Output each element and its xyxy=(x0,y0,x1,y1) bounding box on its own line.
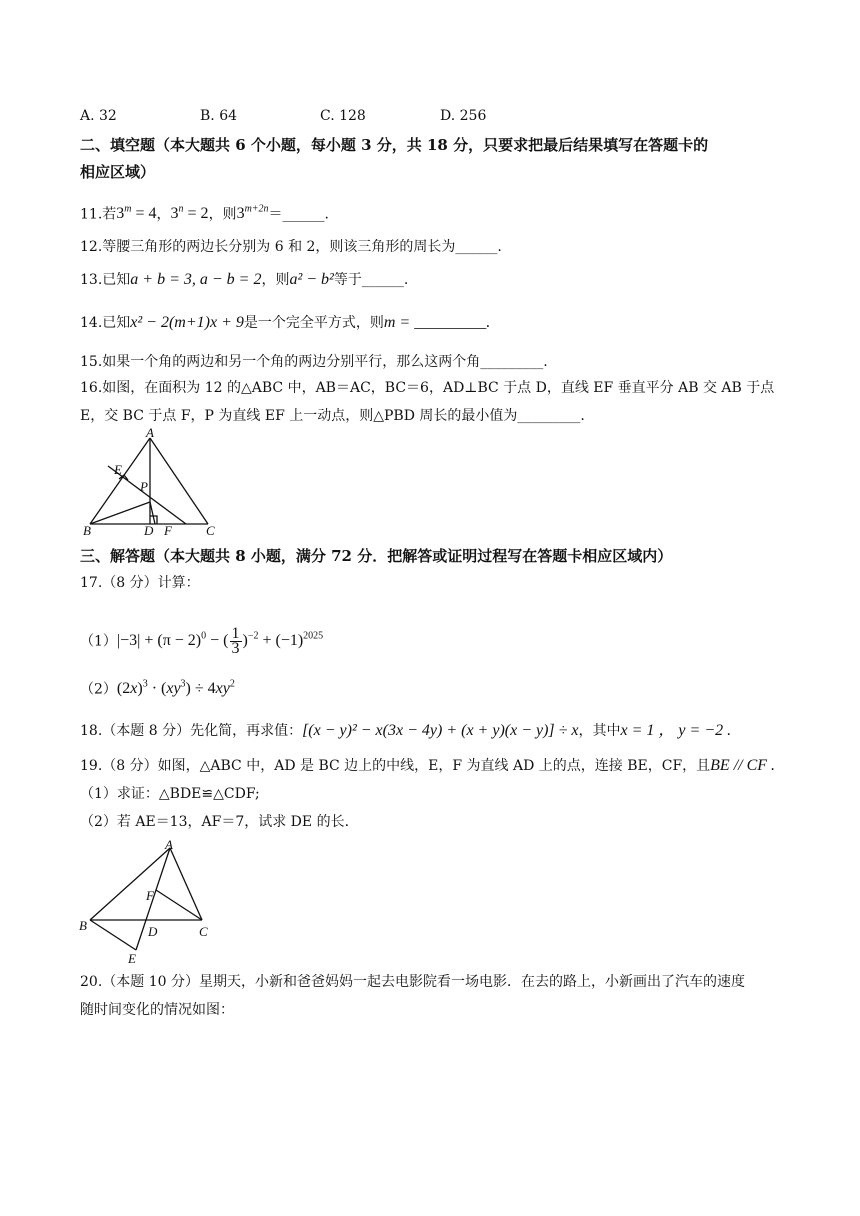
question-16-line1: 16.如图，在面积为 12 的△ABC 中，AB＝AC，BC＝6，AD⊥BC 于点 D，直线 EF 垂直平分 AB 交 AB 于点 xyxy=(80,380,775,396)
question-19-part2: （2）若 AE＝13，AF＝7，试求 DE 的长. xyxy=(80,814,350,830)
triangle-figure-1 xyxy=(80,426,230,538)
q11-math1: $3^m = 4$ xyxy=(116,204,157,223)
fig1-label-a: A xyxy=(146,426,154,440)
q13-math2: a² − b² xyxy=(289,271,334,288)
q13-pre: 13.已知 xyxy=(80,272,131,288)
q14-math: x² − 2(m+1)x + 9 xyxy=(130,314,244,331)
q18-cond: x = 1 ， y = −2 . xyxy=(620,722,732,739)
q11-mid1: ， xyxy=(156,206,171,223)
question-19-part1: （1）求证：△BDE≌△CDF; xyxy=(80,786,260,802)
question-16-line2: E，交 BC 于点 F，P 为直线 EF 上一动点，则△PBD 周长的最小值为_________. xyxy=(80,408,585,424)
question-14 xyxy=(80,313,490,333)
fig1-label-p: P xyxy=(140,479,148,494)
question-17-part1 xyxy=(80,622,323,656)
question-15: 15.如果一个角的两边和另一个角的两边分别平行，那么这两个角_________. xyxy=(80,354,548,370)
question-12: 12.等腰三角形的两边长分别为 6 和 2，则该三角形的周长为______. xyxy=(80,239,502,255)
fig2-label-f: F xyxy=(146,888,154,903)
q18-pre: 18.（本题 8 分）先化简，再求值： xyxy=(80,723,303,739)
section3-title: 三、解答题（本大题共 8 小题，满分 72 分．把解答或证明过程写在答题卡相应区域内） xyxy=(80,547,673,565)
question-20-line2: 随时间变化的情况如图： xyxy=(80,1002,234,1018)
fig2-label-c: C xyxy=(199,924,208,939)
question-17-head: 17.（8 分）计算： xyxy=(80,575,200,591)
fig1-segment-bp xyxy=(90,502,150,524)
q11-mid2: ，则 xyxy=(208,206,237,223)
q14-mid: 是一个完全平方式，则 xyxy=(243,315,384,331)
fig1-label-b: B xyxy=(83,523,91,538)
choice-a: A. 32 xyxy=(80,108,117,124)
q13-math1: a + b = 3, a − b = 2 xyxy=(130,271,262,288)
triangle-figure-2 xyxy=(76,836,226,966)
q14-end: m = _________. xyxy=(383,314,491,331)
fig2-label-b: B xyxy=(79,918,87,933)
q18-mid: ，其中 xyxy=(578,723,621,739)
fig1-label-d: D xyxy=(144,523,154,538)
question-11 xyxy=(80,200,329,224)
q18-math: [(x − y)² − x(3x − 4y) + (x + y)(x − y)] ÷ x xyxy=(302,722,579,739)
fig1-edge-ac xyxy=(150,438,208,524)
q19-line1-text: 19.（8 分）如图，△ABC 中，AD 是 BC 边上的中线，E，F 为直线 AD 上的点，连接 BE，CF，且 xyxy=(80,758,711,774)
fig1-segment-pd xyxy=(150,502,155,524)
fig2-label-e: E xyxy=(128,951,136,966)
q11-pre: 11.若 xyxy=(80,206,117,223)
fig2-label-a: A xyxy=(165,837,173,852)
q19-line1-math: BE // CF . xyxy=(710,757,776,774)
q17-p2-label: （2） xyxy=(80,681,117,698)
q11-math3: $3^{m+2n}$ xyxy=(236,204,269,223)
question-18 xyxy=(80,721,731,741)
q13-mid: ，则 xyxy=(261,272,290,288)
question-13 xyxy=(80,270,408,290)
fig2-segment-be xyxy=(90,920,136,950)
q17-p1-label: （1） xyxy=(80,633,117,650)
section2-title-cont: 相应区域） xyxy=(80,163,156,181)
q13-end: 等于______. xyxy=(333,272,409,288)
fig1-label-f: F xyxy=(164,523,172,538)
q11-math2: $3^n = 2$ xyxy=(170,204,209,223)
fig1-label-c: C xyxy=(206,523,215,538)
question-20-line1: 20.（本题 10 分）星期天，小新和爸爸妈妈一起去电影院看一场电影．在去的路上，小新画出了汽车的速度 xyxy=(80,974,745,990)
fig1-label-e: E xyxy=(114,462,122,477)
q17-p1-math: $|-3| + (\pi - 2)^0$ − ( $\frac{1}{3}$ )$^{-2} + (-1)^{2025}$ xyxy=(116,625,324,658)
q14-pre: 14.已知 xyxy=(80,315,131,331)
choice-d: D. 256 xyxy=(440,108,487,124)
section2-title: 二、填空题（本大题共 6 个小题，每小题 3 分，共 18 分，只要求把最后结果填写在答题卡的 xyxy=(80,136,709,154)
choice-c: C. 128 xyxy=(320,108,366,124)
question-19-line1 xyxy=(80,756,775,776)
choice-b: B. 64 xyxy=(200,108,238,124)
question-17-part2 xyxy=(80,675,235,699)
q17-p2-math: $(2x)^3 \cdot (xy^3) \div 4xy^2$ xyxy=(116,679,235,698)
q11-end: ＝______. xyxy=(268,206,329,223)
fig2-label-d: D xyxy=(148,924,158,939)
